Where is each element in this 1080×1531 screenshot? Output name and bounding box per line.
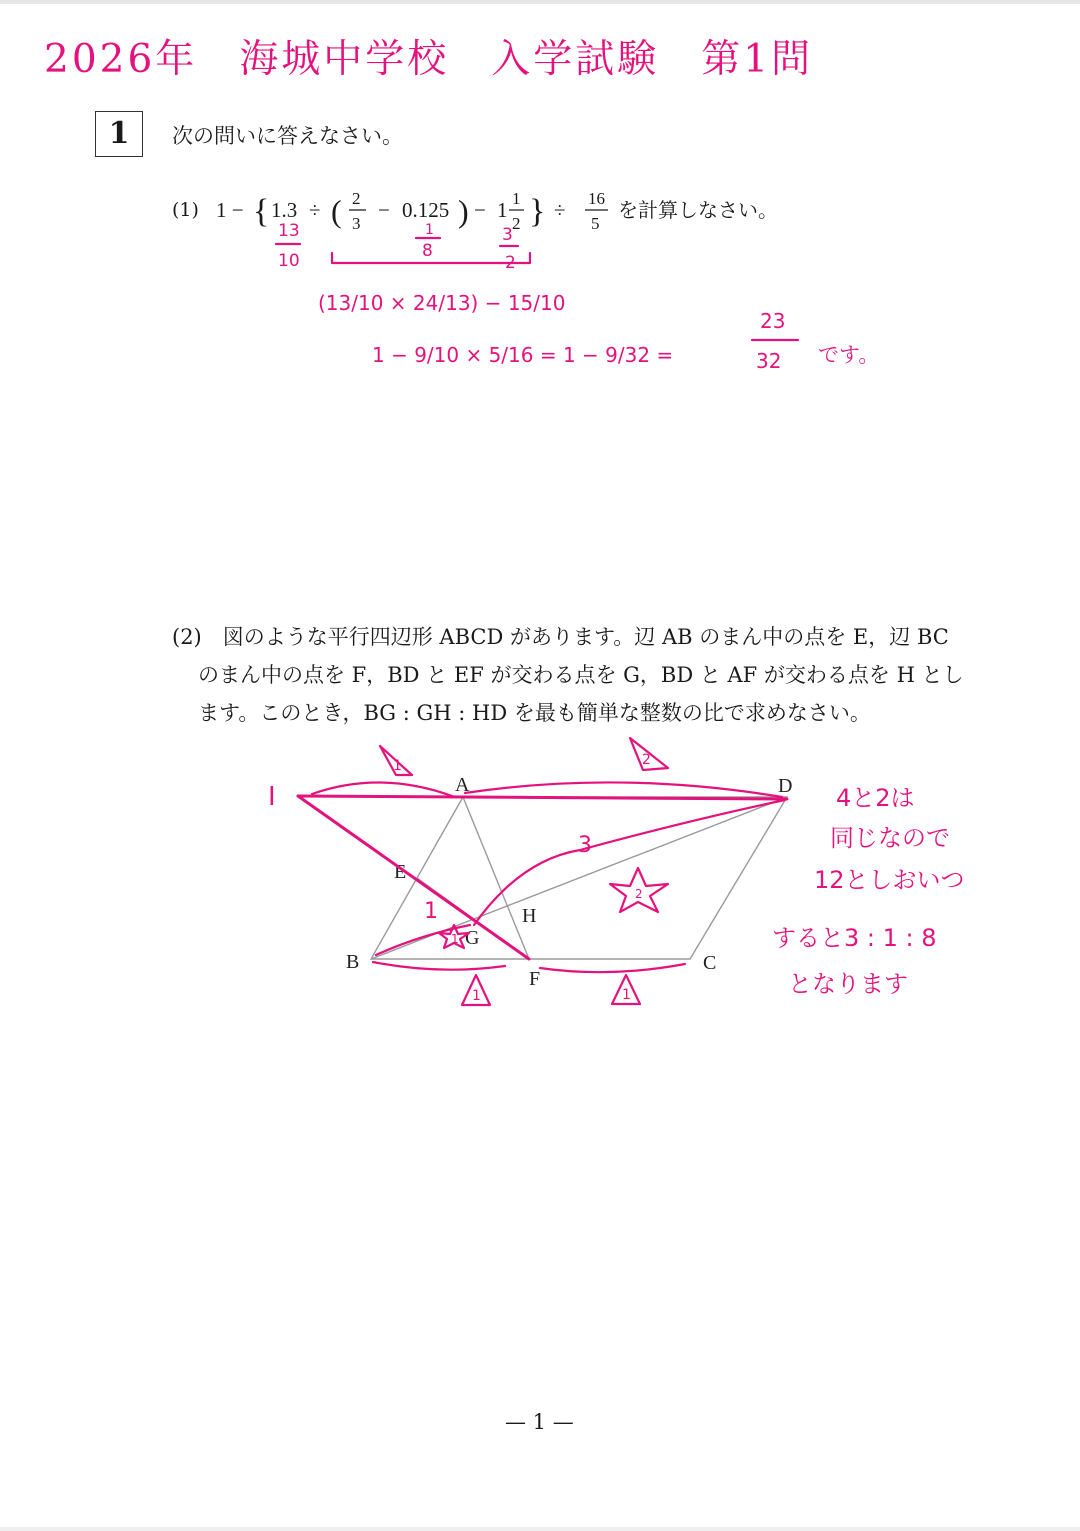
segment-label-eg: 1 bbox=[424, 899, 438, 924]
expr-mixed-num: 1 bbox=[512, 189, 521, 208]
expr-brace-close: } bbox=[529, 193, 546, 230]
point-a-label: A bbox=[455, 774, 470, 796]
point-d-label: D bbox=[778, 775, 793, 797]
expr-mixed-whole: 1 bbox=[497, 198, 508, 222]
expr-n1: 1.3 bbox=[271, 198, 298, 222]
point-i-label: I bbox=[268, 782, 276, 812]
hw-n1-den: 10 bbox=[278, 251, 300, 271]
expr-lead: 1 − bbox=[216, 198, 244, 222]
problem2-line-1: (2) 図のような平行四辺形 ABCD があります。辺 AB のまん中の点を E，辺 BC bbox=[172, 625, 949, 649]
hw-step2: 1 − 9/10 × 5/16 = 1 − 9/32 = bbox=[372, 343, 674, 367]
expr-frac-den: 3 bbox=[352, 214, 361, 233]
point-g-label: G bbox=[465, 927, 480, 949]
note-line-5: となります bbox=[788, 970, 908, 998]
note-line-3: 12としおいつ bbox=[814, 866, 965, 894]
page-title: 2026年 海城中学校 入学試験 第1問 bbox=[44, 37, 814, 82]
expr-paren-open: ( bbox=[331, 193, 342, 229]
problem2-line-2: のまん中の点を F，BD と EF が交わる点を G，BD と AF が交わる点を H とし bbox=[198, 663, 964, 687]
note-line-4: すると3 : 1 : 8 bbox=[772, 924, 937, 952]
segment-label-gd: 3 bbox=[578, 833, 592, 858]
point-e-label: E bbox=[394, 861, 407, 883]
hw-answer-suffix: です。 bbox=[818, 343, 880, 367]
triangle-mark-3-value: 1 bbox=[472, 988, 481, 1004]
expr-mixed-den: 2 bbox=[512, 214, 521, 233]
expr-frac-num: 2 bbox=[352, 189, 361, 208]
note-line-2: 同じなので bbox=[830, 824, 950, 852]
triangle-mark-4-value: 1 bbox=[622, 987, 631, 1003]
expr-final-den: 5 bbox=[591, 214, 600, 233]
hw-bracket-num: 1 bbox=[425, 222, 434, 238]
triangle-mark-2-value: 2 bbox=[642, 752, 651, 768]
expr-n2: 0.125 bbox=[402, 198, 450, 222]
star-mark-1-value: 1 bbox=[451, 932, 459, 946]
hw-bracket-den: 8 bbox=[422, 241, 433, 261]
star-mark-2-value: 2 bbox=[635, 887, 643, 901]
expr-paren-close: ) bbox=[458, 193, 469, 229]
triangle-mark-1-value: 1 bbox=[393, 758, 402, 774]
hw-answer-num: 23 bbox=[760, 309, 786, 333]
expr-minus: − bbox=[378, 198, 390, 222]
hw-answer-den: 32 bbox=[756, 349, 782, 373]
expr-div: ÷ bbox=[309, 198, 321, 222]
point-c-label: C bbox=[703, 952, 717, 974]
expr-final-num: 16 bbox=[588, 189, 605, 208]
expr-minus2: − bbox=[474, 198, 486, 222]
expr-brace-open: { bbox=[253, 193, 270, 230]
point-f-label: F bbox=[529, 968, 541, 990]
point-b-label: B bbox=[346, 951, 360, 973]
page-number: — 1 — bbox=[505, 1410, 574, 1434]
page-bottom-edge bbox=[0, 1527, 1080, 1531]
problem1-label: (1) bbox=[172, 199, 199, 221]
hw-mixed-den: 2 bbox=[505, 253, 516, 273]
hw-n1-num: 13 bbox=[278, 221, 300, 241]
hw-mixed-num: 3 bbox=[502, 225, 513, 245]
problem2-line-3: ます。このとき，BG : GH : HD を最も簡単な整数の比で求めなさい。 bbox=[198, 701, 871, 725]
question-instruction: 次の問いに答えなさい。 bbox=[172, 124, 403, 148]
point-h-label: H bbox=[522, 905, 537, 927]
hw-step1: (13/10 × 24/13) − 15/10 bbox=[318, 291, 566, 315]
expr-div2: ÷ bbox=[554, 198, 566, 222]
expr-suffix: を計算しなさい。 bbox=[618, 198, 778, 222]
question-number-box: 1 bbox=[95, 111, 143, 157]
note-line-1: 4と2は bbox=[836, 784, 915, 812]
